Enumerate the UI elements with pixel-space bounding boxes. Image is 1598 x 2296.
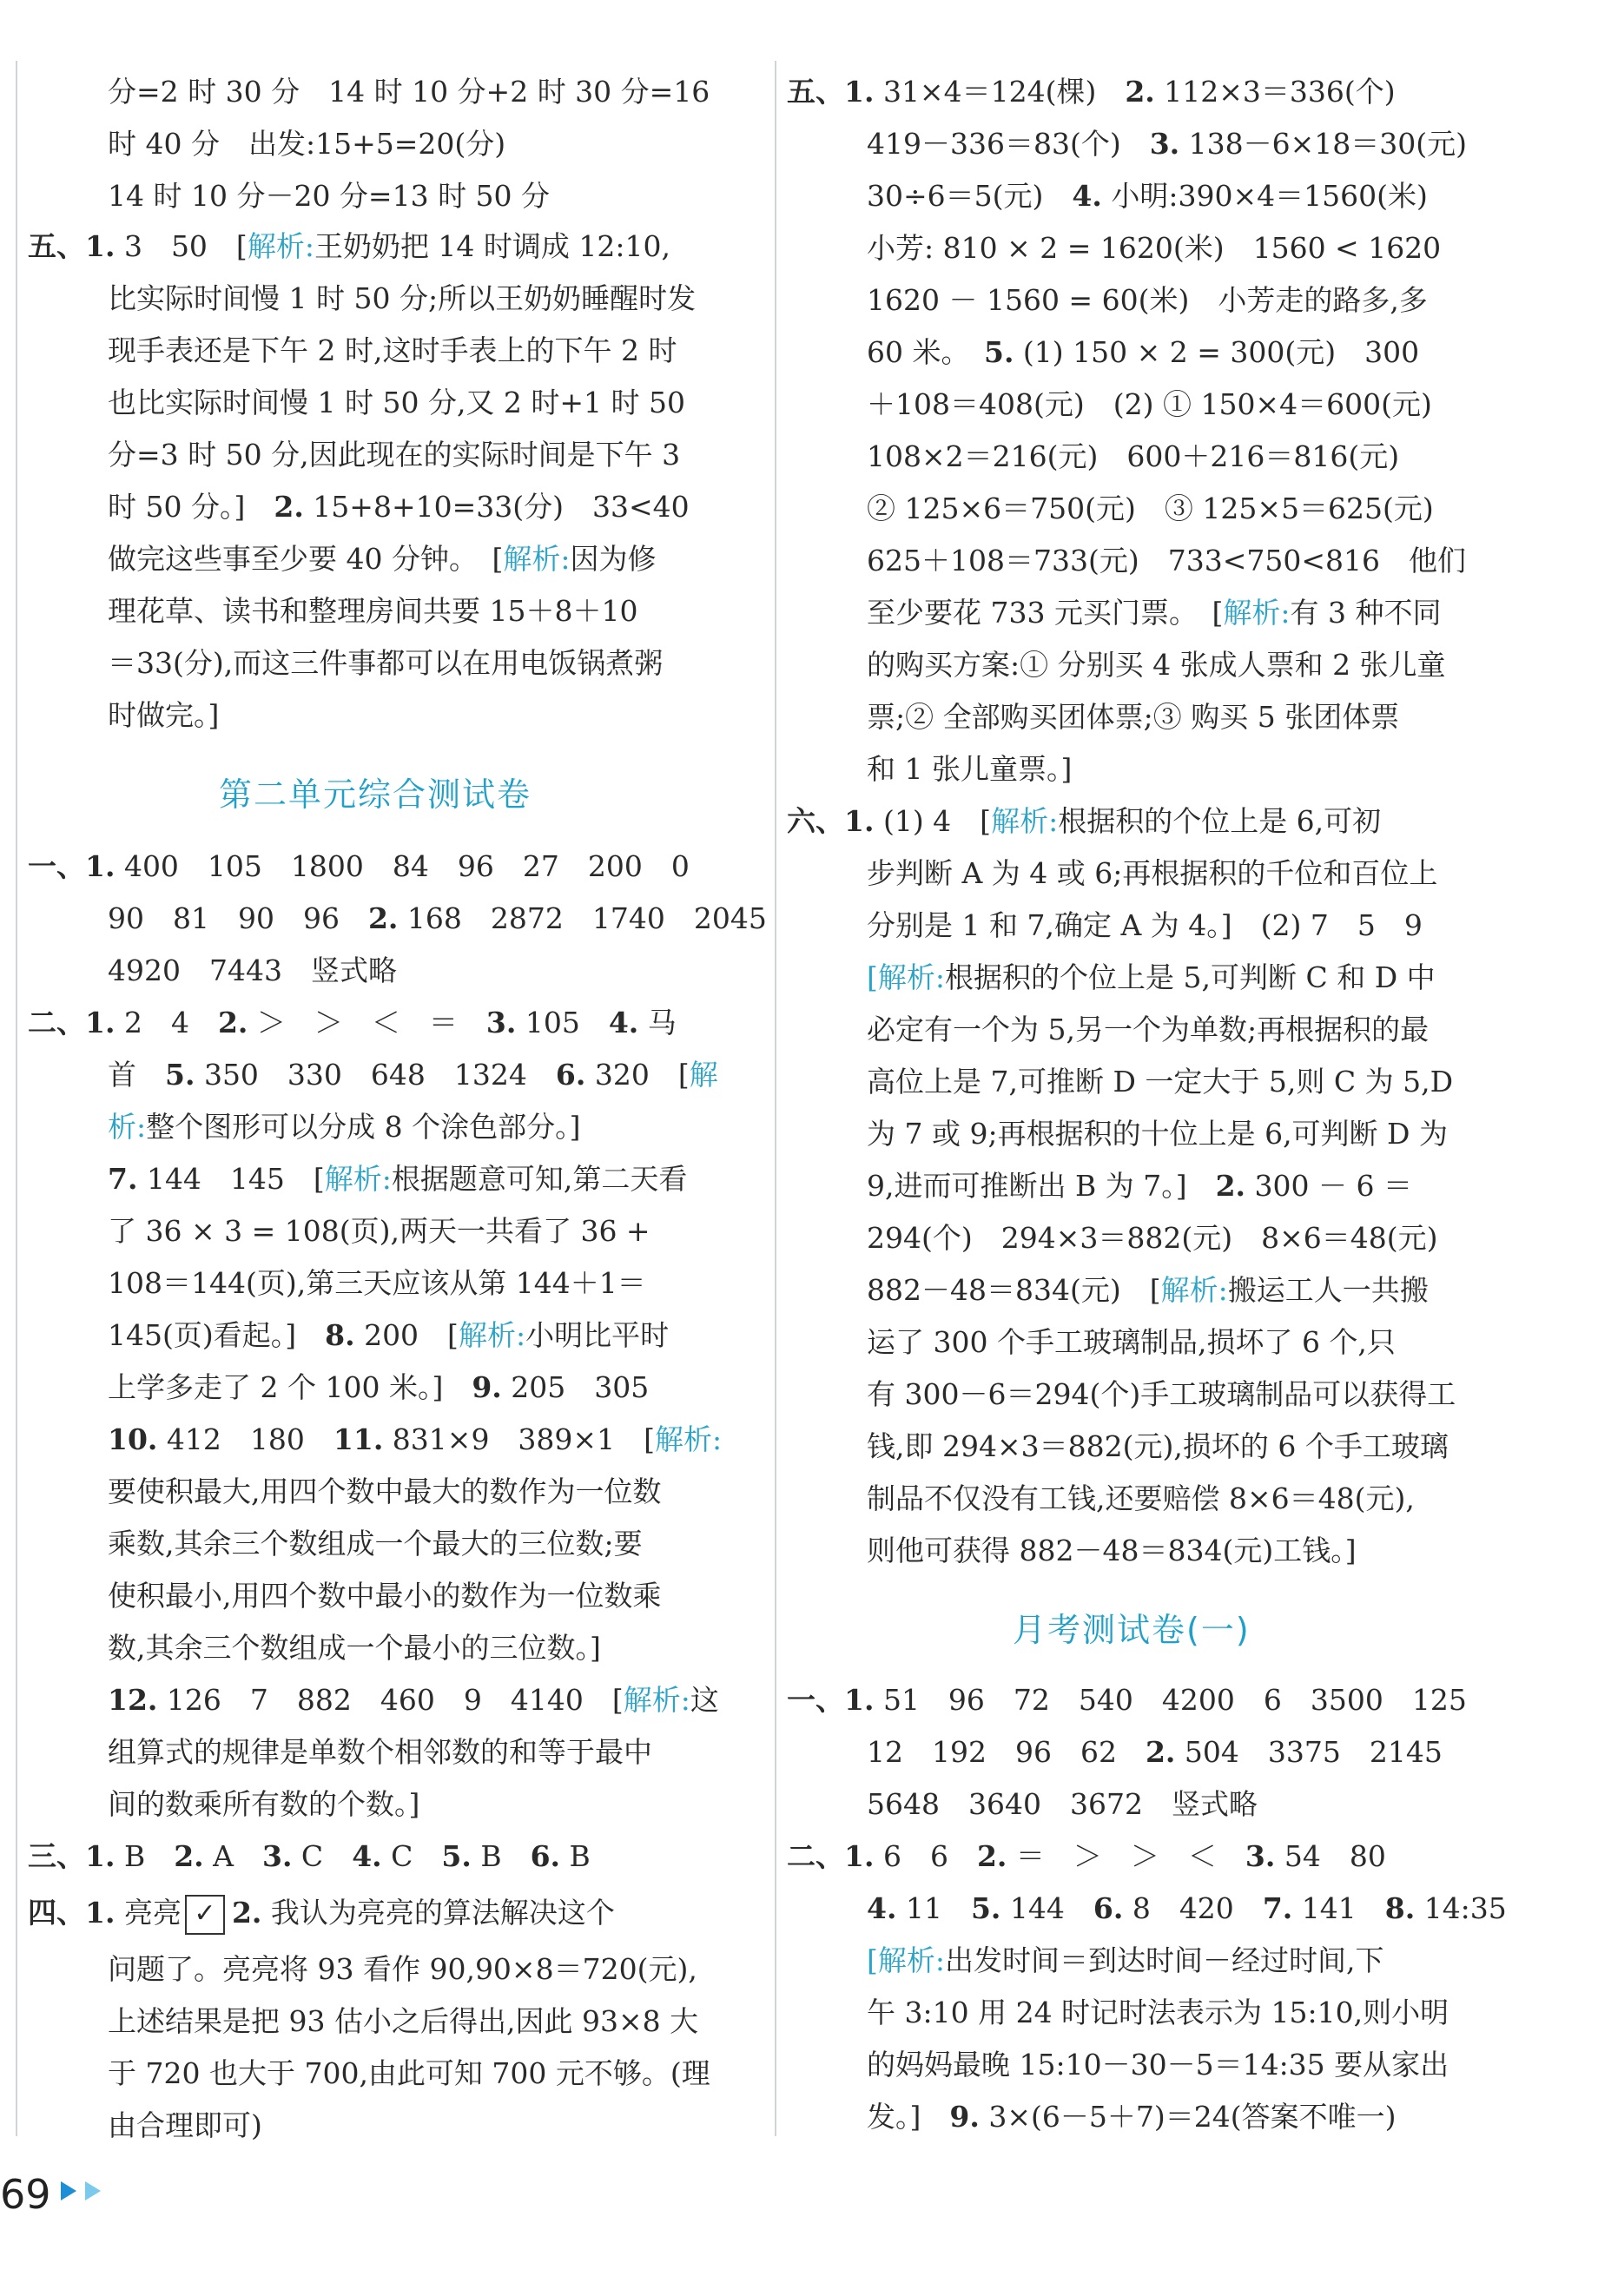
text-line: 高位上是 7,可推断 D 一定大于 5,则 C 为 5,D [867, 1065, 1454, 1099]
section-title-unit2: 第二单元综合测试卷 [219, 775, 532, 814]
text-line: [解析:根据积的个位上是 5,可判断 C 和 D 中 [867, 960, 1436, 994]
text-line: 组算式的规律是单数个相邻数的和等于最中 [108, 1735, 652, 1769]
text-line: 5648 3640 3672 竖式略 [867, 1787, 1258, 1821]
text-line: 使积最小,用四个数中最小的数作为一位数乘 [108, 1579, 662, 1613]
text-line: 则他可获得 882－48＝834(元)工钱。] [867, 1534, 1357, 1567]
text-line: 发。] 9. 3×(6－5＋7)＝24(答案不唯一) [867, 2100, 1397, 2134]
question-line: 二、1. 6 6 2. ＝ ＞ ＞ ＜ 3. 54 80 [787, 1839, 1386, 1873]
text-line: 和 1 张儿童票。] [867, 752, 1073, 786]
arrow-right-icon [85, 2181, 101, 2200]
text-line: 要使积最大,用四个数中最大的数作为一位数 [108, 1475, 662, 1508]
text-line: 数,其余三个数组成一个最小的三位数。] [108, 1631, 601, 1665]
text-line: 的购买方案:① 分别买 4 张成人票和 2 张儿童 [867, 648, 1446, 682]
text-line: 小芳: 810 × 2 = 1620(米) 1560 < 1620 [867, 231, 1442, 265]
text-line: 析:整个图形可以分成 8 个涂色部分。] [108, 1110, 581, 1144]
text-line: 比实际时间慢 1 时 50 分;所以王奶奶睡醒时发 [108, 281, 697, 315]
text-line: 625＋108＝733(元) 733<750<816 他们 [867, 544, 1466, 577]
text-line: 1620 － 1560 = 60(米) 小芳走的路多,多 [867, 283, 1428, 317]
text-line: 运了 300 个手工玻璃制品,损坏了 6 个,只 [867, 1325, 1396, 1359]
text-line: 419－336＝83(个) 3. 138－6×18＝30(元) [867, 127, 1468, 161]
question-line: 一、1. 51 96 72 540 4200 6 3500 125 [787, 1683, 1467, 1717]
text-line: 294(个) 294×3＝882(元) 8×6＝48(元) [867, 1221, 1438, 1255]
text-line: 票;② 全部购买团体票;③ 购买 5 张团体票 [867, 700, 1400, 734]
text-line: 的妈妈最晚 15:10－30－5＝14:35 要从家出 [867, 2048, 1449, 2082]
text-line: 为 7 或 9;再根据积的十位上是 6,可判断 D 为 [867, 1117, 1448, 1151]
text-line: 90 81 90 96 2. 168 2872 1740 2045 [108, 901, 767, 935]
text-line: 4920 7443 竖式略 [108, 953, 397, 987]
text-line: ＋108＝408(元) (2) ① 150×4＝600(元) [867, 387, 1432, 421]
text-line: 上述结果是把 93 估小之后得出,因此 93×8 大 [108, 2004, 699, 2038]
column-divider [775, 61, 776, 2136]
text-line: 14 时 10 分－20 分=13 时 50 分 [108, 179, 551, 213]
text-line: 必定有一个为 5,另一个为单数;再根据积的最 [867, 1013, 1430, 1046]
text-line: 9,进而可推断出 B 为 7。] 2. 300 － 6 ＝ [867, 1169, 1412, 1203]
text-line: 间的数乘所有数的个数。] [108, 1787, 420, 1821]
text-line: 问题了。亮亮将 93 看作 90,90×8＝720(元), [108, 1952, 697, 1986]
text-line: 108＝144(页),第三天应该从第 144＋1＝ [108, 1266, 646, 1300]
text-line: 了 36 × 3 = 108(页),两天一共看了 36 + [108, 1214, 650, 1248]
question-line: 四、1. 亮亮 ✓ 2. 我认为亮亮的算法解决这个 [28, 1895, 615, 1935]
arrow-right-icon [61, 2181, 76, 2200]
text-line: 60 米。 5. (1) 150 × 2 = 300(元) 300 [867, 335, 1420, 369]
text-line: 钱,即 294×3＝882(元),损坏的 6 个手工玻璃 [867, 1429, 1449, 1463]
text-line: 分=3 时 50 分,因此现在的实际时间是下午 3 [108, 438, 681, 472]
text-line: 有 300－6＝294(个)手工玻璃制品可以获得工 [867, 1377, 1456, 1411]
text-line: 时 40 分 出发:15+5=20(分) [108, 127, 506, 161]
text-line: 也比实际时间慢 1 时 50 分,又 2 时+1 时 50 [108, 386, 686, 419]
text-line: 由合理即可) [108, 2108, 262, 2142]
text-line: 午 3:10 用 24 时记时法表示为 15:10,则小明 [867, 1996, 1449, 2029]
text-line: 12 192 96 62 2. 504 3375 2145 [867, 1735, 1443, 1769]
page-number: 69 [0, 2171, 51, 2218]
text-line: 12. 126 7 882 460 9 4140 [解析:这 [108, 1683, 719, 1717]
text-line: 分别是 1 和 7,确定 A 为 4。] (2) 7 5 9 [867, 908, 1423, 942]
checkbox-checked: ✓ [185, 1895, 225, 1935]
text-line: 时做完。] [108, 698, 220, 732]
text-line: 步判断 A 为 4 或 6;再根据积的千位和百位上 [867, 856, 1438, 890]
text-line: [解析:出发时间＝到达时间－经过时间,下 [867, 1943, 1384, 1977]
left-margin-rule [16, 61, 17, 2136]
text-line: 4. 11 5. 144 6. 8 420 7. 141 8. 14:35 [867, 1891, 1507, 1925]
text-line: 上学多走了 2 个 100 米。] 9. 205 305 [108, 1370, 650, 1404]
text-line: 时 50 分。] 2. 15+8+10=33(分) 33<40 [108, 490, 690, 524]
section-five-line: 五、1. 3 50 [解析:王奶奶把 14 时调成 12:10, [28, 229, 670, 263]
text-line: 首 5. 350 330 648 1324 6. 320 [解 [108, 1058, 718, 1092]
text-line: 882－48＝834(元) [解析:搬运工人一共搬 [867, 1273, 1429, 1307]
text-line: 现手表还是下午 2 时,这时手表上的下午 2 时 [108, 333, 677, 367]
text-line: 108×2＝216(元) 600＋216＝816(元) [867, 439, 1400, 473]
text-line: 145(页)看起。] 8. 200 [解析:小明比平时 [108, 1318, 670, 1352]
text-line: 于 720 也大于 700,由此可知 700 元不够。(理 [108, 2056, 710, 2090]
question-line: 五、1. 31×4＝124(棵) 2. 112×3＝336(个) [787, 75, 1396, 109]
text-line: 制品不仅没有工钱,还要赔偿 8×6＝48(元), [867, 1481, 1415, 1515]
section-title-monthly-test: 月考测试卷(一) [1013, 1611, 1251, 1649]
text-line: 乘数,其余三个数组成一个最大的三位数;要 [108, 1527, 643, 1560]
question-line: 三、1. B 2. A 3. C 4. C 5. B 6. B [28, 1839, 591, 1873]
page-arrows [61, 2181, 109, 2204]
text-line: 分=2 时 30 分 14 时 10 分+2 时 30 分=16 [108, 75, 710, 109]
question-line: 六、1. (1) 4 [解析:根据积的个位上是 6,可初 [787, 804, 1382, 838]
question-line: 二、1. 2 4 2. ＞ ＞ ＜ ＝ 3. 105 4. 马 [28, 1006, 677, 1039]
text-line: ② 125×6＝750(元) ③ 125×5＝625(元) [867, 492, 1434, 525]
text-line: 理花草、读书和整理房间共要 15＋8＋10 [108, 594, 638, 628]
text-line: 10. 412 180 11. 831×9 389×1 [解析: [108, 1422, 723, 1456]
text-line: 至少要花 733 元买门票。 [解析:有 3 种不同 [867, 596, 1442, 630]
text-line: ＝33(分),而这三件事都可以在用电饭锅煮粥 [108, 646, 664, 680]
question-line: 一、1. 400 105 1800 84 96 27 200 0 [28, 849, 690, 883]
text-line: 7. 144 145 [解析:根据题意可知,第二天看 [108, 1162, 688, 1196]
text-line: 30÷6＝5(元) 4. 小明:390×4＝1560(米) [867, 179, 1428, 213]
text-line: 做完这些事至少要 40 分钟。 [解析:因为修 [108, 542, 657, 576]
